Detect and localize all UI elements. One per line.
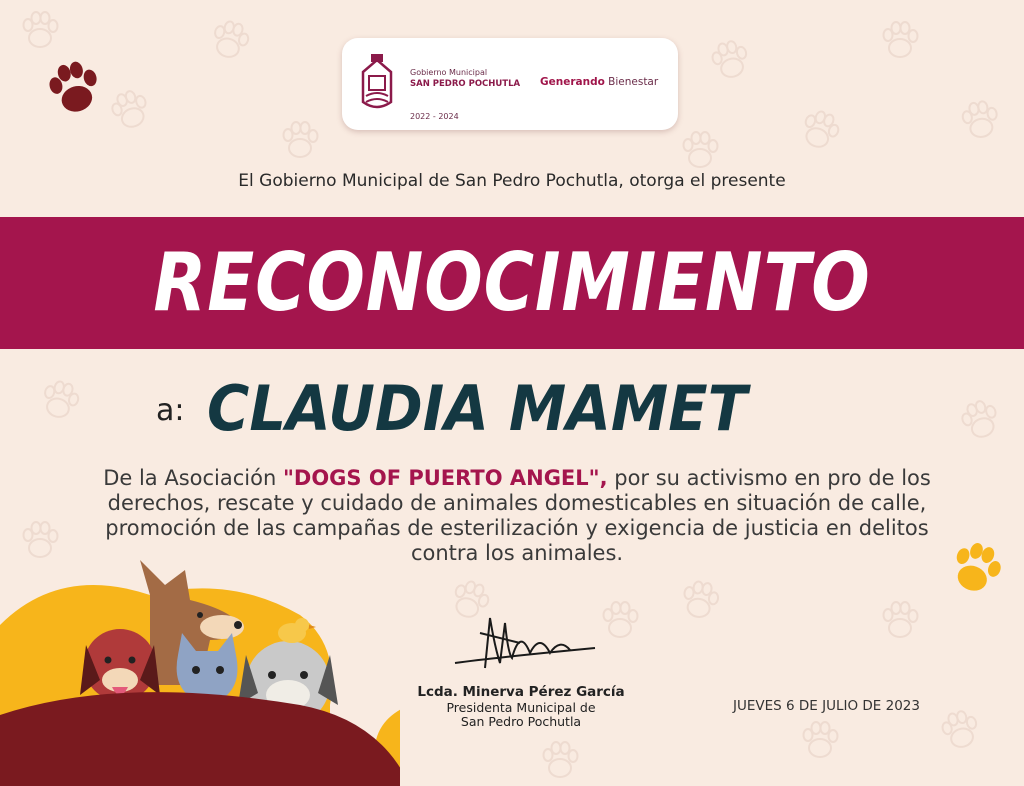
certificate-description xyxy=(92,466,942,566)
municipal-emblem-icon xyxy=(360,52,394,114)
logo-label: Gobierno Municipal xyxy=(410,68,488,77)
issue-date: JUEVES 6 DE JULIO DE 2023 xyxy=(733,698,920,714)
recipient-prefix: a: xyxy=(156,393,185,428)
slogan-rest: Bienestar xyxy=(604,76,659,88)
slogan-bold: Generando xyxy=(540,76,605,88)
intro-text: El Gobierno Municipal de San Pedro Pochutla, otorga el presente xyxy=(238,171,786,191)
signer-name: Lcda. Minerva Pérez García xyxy=(417,684,625,700)
logo-slogan xyxy=(540,76,658,88)
signer-role-line1: Presidenta Municipal de xyxy=(446,700,596,715)
certificate-title: RECONOCIMIENTO xyxy=(153,236,871,329)
signature-graphic xyxy=(450,608,600,678)
paw-icon xyxy=(948,540,1004,598)
association-name: "DOGS OF PUERTO ANGEL", xyxy=(282,466,608,490)
signer-role-line2: San Pedro Pochutla xyxy=(460,714,582,729)
logo-municipality: SAN PEDRO POCHUTLA xyxy=(410,79,521,89)
desc-prefix: De la Asociación xyxy=(103,466,283,490)
recipient-name: CLAUDIA MAMET xyxy=(207,372,748,445)
logo-years: 2022 - 2024 xyxy=(410,112,459,121)
desc-suffix: por su activismo en pro de los derechos, rescate y cuidado de animales domesticables en situación de calle, promoción de las campañas de esterilización y exigencia de justicia en delitos contra los animales. xyxy=(105,466,931,565)
animals-illustration xyxy=(0,555,400,786)
municipal-logo-card xyxy=(342,38,678,130)
paw-icon xyxy=(46,60,102,118)
signer-role xyxy=(386,701,656,729)
